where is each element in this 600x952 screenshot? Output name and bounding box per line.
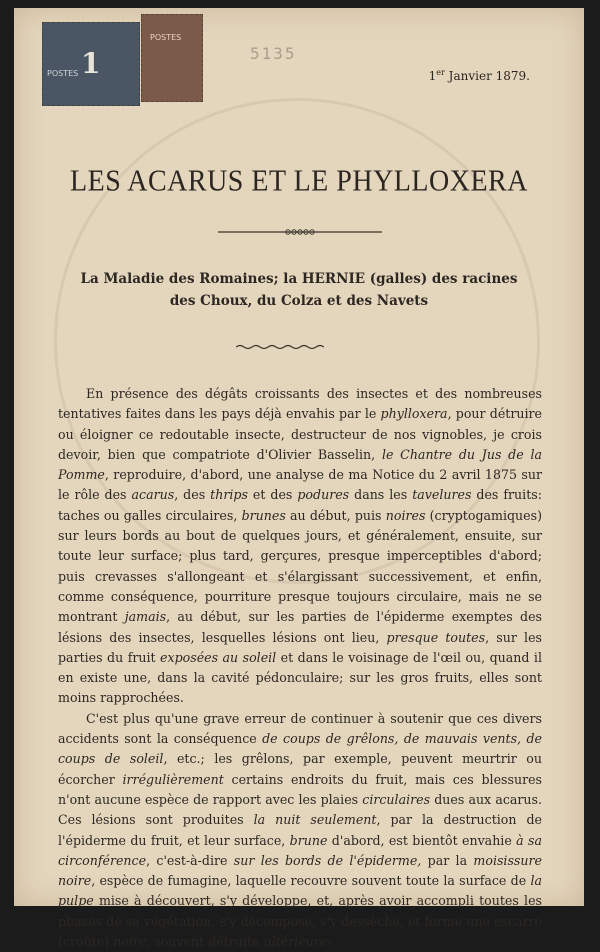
italic-run: phylloxera (380, 406, 448, 422)
text-run: , pour détruire ou éloigner ce redoutable insecte, destructeur de nos vignobles, je crois devoir, bien que compatriote d'Olivier Basselin, (58, 406, 542, 462)
italic-run: acarus (131, 487, 175, 503)
text-run: , des (174, 487, 211, 503)
italic-run: tavelures (412, 487, 472, 503)
italic-run: de coups de grêlons, de mauvais vents, de coups de soleil (58, 731, 542, 767)
italic-run: noires (385, 507, 426, 523)
text-run: (cryptogamiques) sur leurs bords au bout de quelques jours, et généralement, ensuite, sur toute leur surface; plus tard, gerçures, presque imperceptibles d'abord; puis crevasses s'allongeant et s'élargissant successivement, et enfin, comme conséquence, pourriture presque toujours circulaire, mais ne se montrant (58, 507, 542, 625)
italic-run: brunes (241, 507, 286, 523)
text-run: , reproduire, d'abord, une analyse de ma Notice du 2 avril 1875 sur le rôle des (58, 467, 542, 503)
italic-run: irrégulièrement (122, 771, 224, 787)
italic-run: la nuit seulement (253, 812, 377, 828)
text-run: mise à découvert, s'y développe, et, après avoir accompli toutes les phases de sa végétation, s'y décompose, s'y dessèche, et forme une escarre (croûte) (58, 893, 542, 950)
italic-run: sur les bords de l'épiderme, (233, 852, 422, 868)
text-run: En présence des dégâts croissants des insectes et des nombreuses tentatives faites dans les pays déjà envahis par le (58, 386, 542, 422)
italic-run: le Chantre du Jus de la Pomme (58, 446, 542, 483)
text-run: , etc.; les grêlons, par exemple, peuvent meurtrir ou écorcher (58, 751, 542, 787)
text-run: , souvent détruite (146, 934, 264, 950)
ornament-divider-small (236, 344, 324, 350)
text-run: d'abord, est bientôt envahie (327, 832, 517, 848)
italic-run: moisissure noire (58, 852, 542, 889)
document-page (14, 8, 584, 950)
italic-run: circulaires (362, 791, 431, 807)
italic-run: brune (289, 832, 328, 848)
catalog-number: 5135 (250, 44, 297, 63)
document-title: LES ACARUS ET LE PHYLLOXERA (70, 164, 528, 199)
text-run: dans les (349, 487, 413, 503)
italic-run: ultérieure- (263, 934, 332, 950)
text-run: , par la destruction de l'épiderme du fruit, et leur surface, (58, 812, 542, 848)
stamp-value: 1 (81, 47, 101, 80)
text-run: et des (247, 487, 298, 503)
text-run: , sur les parties du fruit (58, 629, 542, 665)
italic-run: presque toutes (386, 629, 486, 645)
text-run: dues aux acarus. Ces lésions sont produites (58, 791, 542, 828)
italic-run: podures (297, 487, 350, 503)
postage-stamp (42, 22, 140, 106)
italic-run: la pulpe (58, 873, 542, 909)
italic-run: à sa circonférence (58, 832, 543, 868)
italic-run: thrips (210, 487, 248, 503)
text-run: et dans le voisinage de l'œil ou, quand il en existe une, dans la cavité pédonculaire; sur les gros fruits, elles sont moins rapprochées. (58, 649, 542, 706)
italic-run: noire (113, 934, 147, 950)
document-subtitle: La Maladie des Romaines; la HERNIE (galles) des racines des Choux, du Colza et des Navets (80, 271, 518, 309)
stamp-label: POSTES (150, 33, 182, 42)
paragraph-1 (58, 384, 542, 709)
text-run: , espèce de fumagine, laquelle recouvre souvent toute la surface de (91, 873, 531, 889)
text-run: , au début, sur les parties de l'épiderme exemptes des lésions des insectes, lesquelles lésions ont lieu, (58, 609, 542, 645)
text-run: certains endroits du fruit, mais ces blessures n'ont aucune espèce de rapport avec les plaies (58, 771, 543, 807)
ornament-divider (218, 228, 382, 236)
text-run: C'est plus qu'une grave erreur de continuer à soutenir que ces divers accidents sont la conséquence (58, 710, 542, 747)
document-date: 1er Janvier 1879. (428, 68, 530, 83)
text-run: par la (421, 852, 474, 868)
italic-run: exposées au soleil (160, 649, 277, 665)
text-run: des fruits: taches ou galles circulaires, (58, 487, 542, 523)
stamp-label: POSTES (47, 69, 79, 78)
text-run: au début, puis (285, 507, 386, 523)
body-text (58, 384, 542, 952)
postage-stamp (141, 14, 203, 102)
text-run: , c'est-à-dire (146, 852, 234, 868)
italic-run: jamais (124, 609, 167, 625)
